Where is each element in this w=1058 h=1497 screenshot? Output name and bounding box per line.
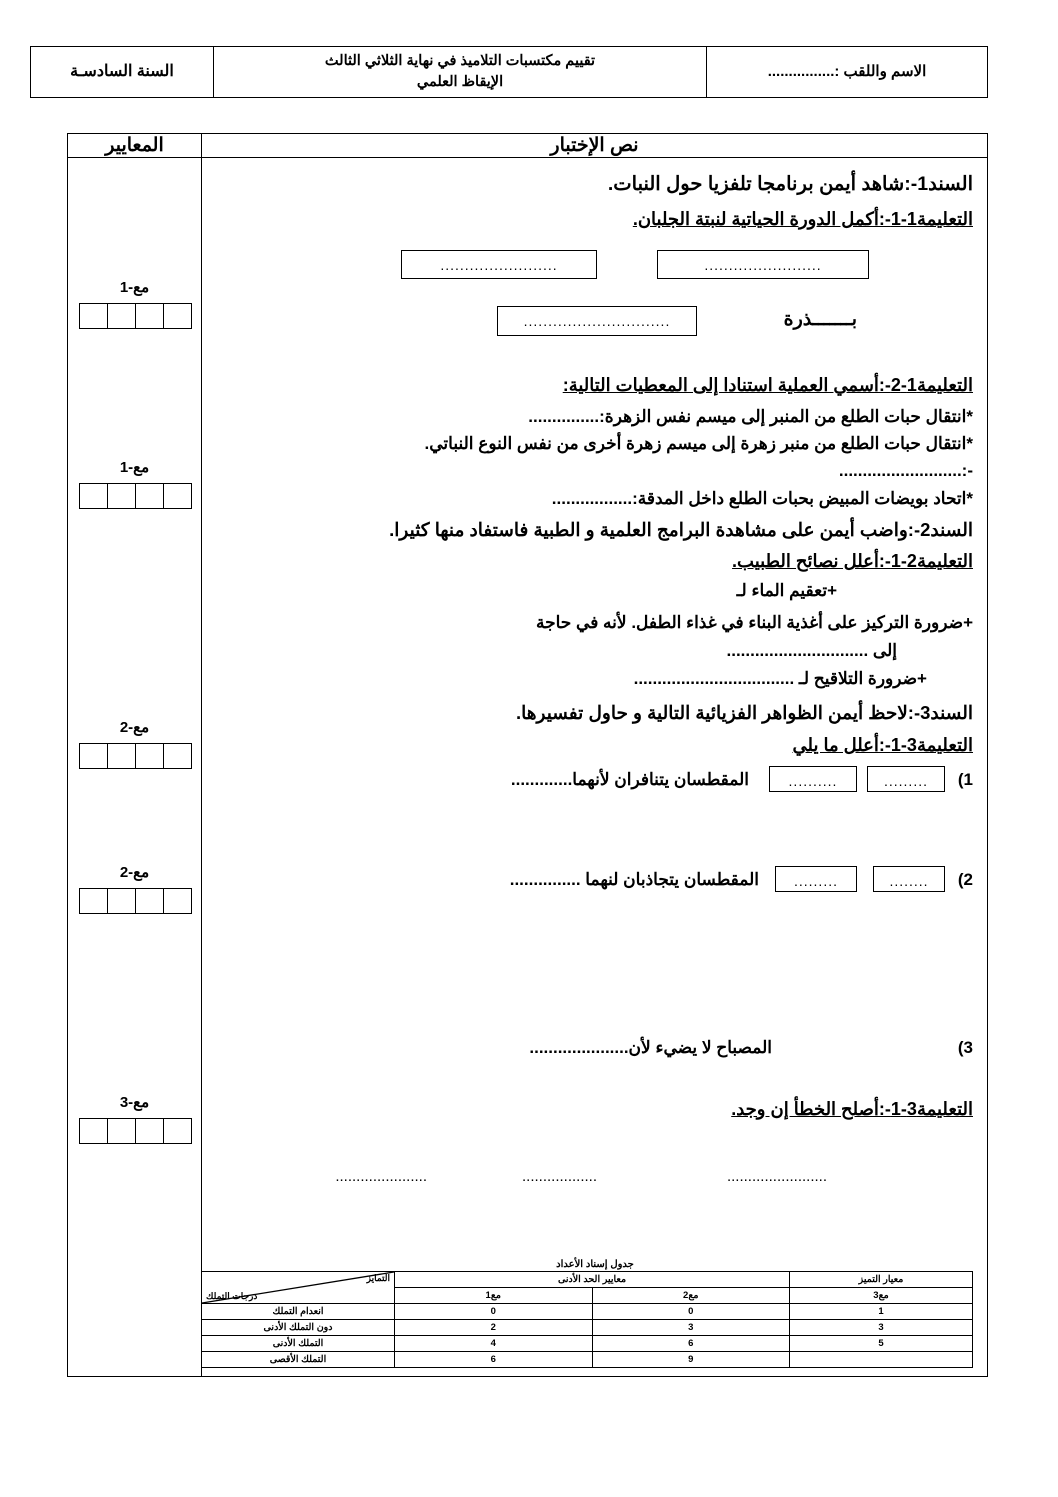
criteria-score-box[interactable] [163,743,192,769]
criteria-score-boxes [68,888,201,914]
header-row [31,47,988,98]
criteria-score-box[interactable] [163,483,192,509]
criteria-score-box[interactable] [79,483,108,509]
score-row [202,1320,973,1336]
bullet-2: *انتقال حبات الطلع من منبر زهرة إلى ميسم زهرة أخرى من نفس النوع النباتي. [424,434,973,453]
score-table-wrapper [206,1259,973,1368]
criteria-score-boxes [68,743,201,769]
criteria-score-box[interactable] [107,1118,136,1144]
instruction-1-1-text: التعليمة1-1-:أكمل الدورة الحياتية لنبتة الجلبان. [632,209,973,229]
answer-box-cycle-3[interactable]: .............................. [497,306,697,336]
answer-box-cycle-1[interactable]: ........................ [657,250,869,279]
criteria-score-box[interactable] [79,303,108,329]
header-table [30,46,988,98]
criteria-score-box[interactable] [79,1118,108,1144]
criteria-score-box[interactable] [79,743,108,769]
instruction-3-1-text: التعليمة3-1-:أعلل ما يلي [792,735,973,755]
score-cell-c2: 3 [592,1320,790,1336]
main-header-row [68,134,988,158]
sanad-2: السند2-:واضب أيمن على مشاهدة البرامج العلمية و الطبية فاستفاد منها كثيرا. [389,519,973,540]
item-1-box-b[interactable]: .......... [769,766,857,792]
score-sub-c1: مع1 [395,1288,593,1304]
instruction-3-1-b [202,1098,987,1121]
exam-title-line1: تقييم مكتسبات التلاميذ في نهاية الثلاثي الثالث [324,53,596,69]
test-text-column [202,158,988,1377]
score-sub-c3: مع3 [790,1288,973,1304]
school-year-cell: السنة السادسـة [31,47,214,98]
final-dots-left[interactable]: ...................... [335,1168,427,1185]
advice-2-continued: إلى .............................. [726,641,897,660]
score-cell-c2: 9 [592,1352,790,1368]
criteria-score-box[interactable] [163,888,192,914]
advice-3: +ضرورة التلاقيح لـ .................................. [633,669,927,688]
score-corner-cell [202,1272,395,1304]
final-dots-right[interactable]: ........................ [726,1168,827,1185]
criteria-score-box[interactable] [107,888,136,914]
criteria-score-box[interactable] [107,483,136,509]
criteria-score-box[interactable] [135,1118,164,1144]
instruction-1-2 [202,374,987,397]
bullet-2-continued: -:.......................... [838,461,973,480]
item-3-text: المصباح لا يضيء لأن..................... [529,1038,772,1057]
criteria-score-box[interactable] [135,743,164,769]
criteria-score-box[interactable] [163,303,192,329]
score-cell-c3: 1 [790,1304,973,1320]
score-row [202,1336,973,1352]
score-row-label: التملك الأقصى [202,1352,395,1368]
student-name-cell: الاسم واللقب :................ [707,47,988,98]
score-table-caption: جدول إسناد الأعداد [556,1259,634,1270]
instruction-3-1 [202,734,987,757]
instruction-2-1-text: التعليمة2-1-:أعلل نصائح الطبيب. [732,551,973,571]
bullet-1: *انتقال حبات الطلع من المنبر إلى ميسم نفس الزهرة:............... [528,407,973,426]
exam-title-cell [214,47,707,98]
score-cell-c3: 3 [790,1320,973,1336]
score-header-minimum: معايير الحد الأدنى [395,1272,790,1288]
test-body [202,158,987,1376]
criteria-list [68,158,201,1376]
criteria-score-boxes [68,1118,201,1144]
score-cell-c1: 4 [395,1336,593,1352]
criteria-block-5 [68,1093,201,1144]
score-row [202,1304,973,1320]
criteria-label: مع-1 [119,279,150,296]
advice-2: +ضرورة التركيز على أغذية البناء في غذاء الطفل. لأنه في حاجة [536,613,973,632]
criteria-score-boxes [68,483,201,509]
criteria-score-box[interactable] [163,1118,192,1144]
criteria-column [68,158,202,1377]
criteria-score-box[interactable] [135,303,164,329]
criteria-score-box[interactable] [107,743,136,769]
item-1-number: 1) [957,770,973,789]
score-sub-c2: مع2 [592,1288,790,1304]
criteria-score-boxes [68,303,201,329]
criteria-label: مع-2 [119,864,150,881]
bullet-3: *اتحاد بويضات المبيض بحبات الطلع داخل المدقة:................. [551,489,973,508]
advice-1: +تعقيم الماء لـ [736,581,837,600]
score-cell-c3 [790,1352,973,1368]
score-header-distinction: معيار التميز [790,1272,973,1288]
score-row [202,1352,973,1368]
score-corner-top-label: التمايز [366,1273,390,1283]
score-corner-bottom-label: درجات التملك [206,1291,258,1301]
instruction-1-1 [202,208,987,231]
sanad-1: السند1-:شاهد أيمن برنامجا تلفزيا حول النبات. [607,173,973,195]
item-2-box-b[interactable]: ......... [775,866,857,892]
score-cell-c3: 5 [790,1336,973,1352]
instruction-1-2-text: التعليمة1-2-:أسمي العملية استنادا إلى المعطيات التالية: [562,375,973,395]
criteria-score-box[interactable] [107,303,136,329]
score-table [201,1271,973,1368]
main-table [67,133,988,1377]
answer-box-cycle-2[interactable]: ........................ [401,250,597,279]
criteria-label: مع-2 [119,719,150,736]
score-cell-c1: 2 [395,1320,593,1336]
criteria-score-box[interactable] [135,483,164,509]
criteria-score-box[interactable] [135,888,164,914]
score-cell-c1: 6 [395,1352,593,1368]
item-1-box-a[interactable]: ......... [867,766,945,792]
criteria-block-3 [68,718,201,769]
item-2-box-a[interactable]: ........ [873,866,945,892]
exam-title-line2: الإيقاظ العلمي [416,74,504,91]
score-row-label: التملك الأدنى [202,1336,395,1352]
instruction-2-1 [202,550,987,573]
main-content-row [68,158,988,1377]
item-1-text: المقطسان يتنافران لأنهما............. [510,770,749,789]
score-row-label: انعدام التملك [202,1304,395,1320]
final-dots-mid[interactable]: .................. [521,1168,597,1185]
criteria-block-1 [68,278,201,329]
item-2-number: 2) [957,870,973,889]
score-cell-c2: 6 [592,1336,790,1352]
score-row-label: دون التملك الأدنى [202,1320,395,1336]
seed-label: بـــــــذرة [783,309,857,330]
criteria-block-4 [68,863,201,914]
criteria-score-box[interactable] [79,888,108,914]
column-header-test-text: نص الإختبار [202,134,988,158]
criteria-label: مع-3 [119,1094,150,1111]
column-header-criteria: المعايير [68,134,202,158]
item-3-number: 3) [957,1038,973,1057]
score-cell-c1: 0 [395,1304,593,1320]
criteria-label: مع-1 [119,459,150,476]
item-2-text: المقطسان يتجاذبان لنهما ............... [509,870,759,889]
score-cell-c2: 0 [592,1304,790,1320]
instruction-3-1-b-text: التعليمة3-1-:أصلح الخطأ إن وجد. [731,1099,973,1119]
score-header-row [202,1272,973,1288]
sanad-3: السند3-:لاحظ أيمن الظواهر الفزيائية التالية و حاول تفسيرها. [515,702,973,723]
criteria-block-2 [68,458,201,509]
